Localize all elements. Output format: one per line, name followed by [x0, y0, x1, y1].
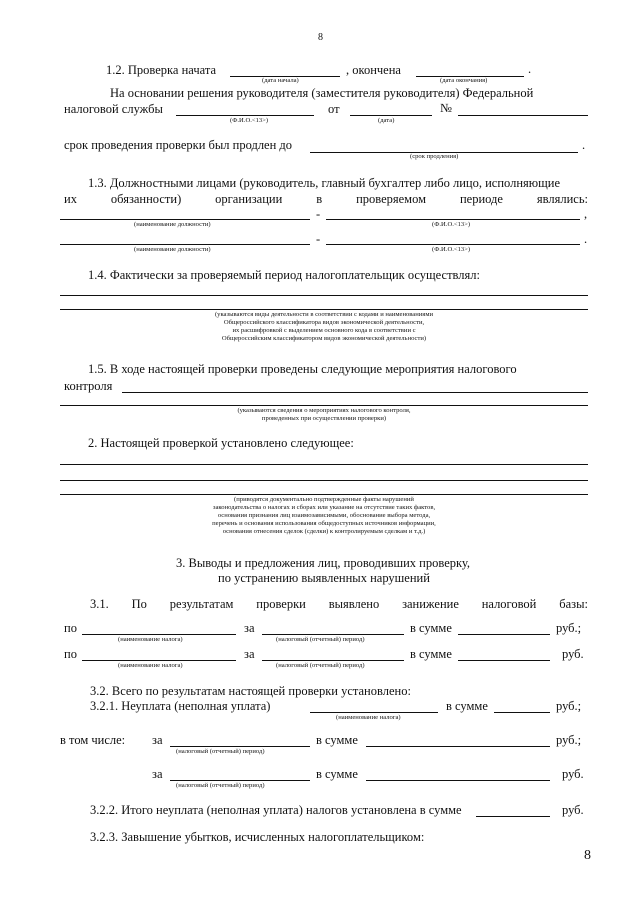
fio-caption-1: (Ф.И.О.<13>): [432, 221, 471, 228]
start-date-caption: (дата начала): [262, 77, 299, 84]
incl-period-field-2[interactable]: [170, 780, 310, 781]
period-field-2[interactable]: [262, 660, 404, 661]
findings-label: 2. Настоящей проверкой установлено следующее:: [88, 436, 354, 450]
measures-field-1[interactable]: [122, 392, 588, 393]
total-unpaid-field[interactable]: [476, 816, 550, 817]
unpaid-amount-field[interactable]: [494, 712, 550, 713]
findings-line-2[interactable]: [60, 480, 588, 481]
fio-caption: (Ф.И.О.<13>): [230, 117, 269, 124]
position-field-1[interactable]: [60, 219, 310, 220]
activities-label: 1.4. Фактически за проверяемый период налогоплательщик осуществлял:: [88, 268, 480, 282]
s32-label: 3.2. Всего по результатам настоящей проверки установлено:: [90, 684, 411, 698]
date-caption: (дата): [378, 117, 395, 124]
officials-line1: 1.3. Должностными лицами (руководитель, главный бухгалтер либо лицо, исполняющие: [88, 176, 561, 190]
period-field-1[interactable]: [262, 634, 404, 635]
fio-field[interactable]: [176, 115, 314, 116]
position-field-2[interactable]: [60, 244, 310, 245]
incl-amount-field-1[interactable]: [366, 746, 550, 747]
measures-line1: 1.5. В ходе настоящей проверки проведены следующие мероприятия налогового: [88, 362, 517, 376]
end-date-caption: (дата окончания): [440, 77, 488, 84]
amount-field-1[interactable]: [458, 634, 550, 635]
findings-line-3[interactable]: [60, 494, 588, 495]
activities-note: (указываются виды деятельности в соответствии с кодами и наименованиями Общероссийского классификатора видов экономической деятельности, их расшифровкой с выделением основного кода в соответствии с Общероссийским классификатором видов экономической деятельности): [214, 311, 434, 342]
including-label: в том числе:: [60, 733, 126, 747]
number-label: №: [440, 101, 452, 115]
extended-label: срок проведения проверки был продлен до: [64, 138, 293, 152]
incl-amount-field-2[interactable]: [366, 780, 550, 781]
conclusions-title-2: по устранению выявленных нарушений: [218, 571, 430, 585]
measures-field-2[interactable]: [60, 405, 588, 406]
measures-note: (указываются сведения о мероприятиях налогового контроля, проведенных при осуществлении проверки): [237, 407, 411, 422]
check-end-label: , окончена: [346, 63, 401, 77]
s323-label: 3.2.3. Завышение убытков, исчисленных налогоплательщиком:: [90, 830, 425, 844]
page-number-top: 8: [318, 32, 323, 43]
unpaid-tax-name-field[interactable]: [310, 712, 438, 713]
official-fio-field-2[interactable]: [326, 244, 580, 245]
officials-line2: их обязанности) организации в проверяемом периоде являлись:: [64, 192, 588, 206]
amount-field-2[interactable]: [458, 660, 550, 661]
findings-line-1[interactable]: [60, 464, 588, 465]
s321-label: 3.2.1. Неуплата (неполная уплата): [90, 699, 271, 713]
decision-date-field[interactable]: [350, 115, 432, 116]
tax-name-field-2[interactable]: [82, 660, 236, 661]
conclusions-title-1: 3. Выводы и предложения лиц, проводивших проверку,: [176, 556, 471, 570]
activities-line-2[interactable]: [60, 309, 588, 310]
decision-line: На основании решения руководителя (заместителя руководителя) Федеральной: [110, 86, 534, 100]
page-number-bottom: 8: [584, 848, 591, 863]
tax-service-label: налоговой службы: [64, 102, 163, 116]
position-caption-1: (наименование должности): [134, 221, 211, 228]
from-label: от: [328, 102, 340, 116]
decision-number-field[interactable]: [458, 115, 588, 116]
position-caption-2: (наименование должности): [134, 246, 211, 253]
s31-line: 3.1. По результатам проверки выявлено занижение налоговой базы:: [90, 597, 588, 611]
fio-caption-2: (Ф.И.О.<13>): [432, 246, 471, 253]
tax-name-field-1[interactable]: [82, 634, 236, 635]
check-start-label: 1.2. Проверка начата: [106, 63, 216, 77]
activities-line-1[interactable]: [60, 295, 588, 296]
s322-label: 3.2.2. Итого неуплата (неполная уплата) налогов установлена в сумме: [90, 803, 462, 817]
incl-period-field-1[interactable]: [170, 746, 310, 747]
measures-line2: контроля: [64, 379, 113, 393]
official-fio-field-1[interactable]: [326, 219, 580, 220]
extension-caption: (срок продления): [410, 153, 459, 160]
findings-note: (приводятся документально подтвержденные факты нарушений законодательства о налогах и сборах или указание на отсутствие таких фактов, основания признания лиц взаимозависимыми, обоснование выбора метода, перечень и основания использования общедоступных источников информации, основания отнесения сделок (сделки) к контролируемым сделкам и т.д.): [212, 496, 436, 535]
